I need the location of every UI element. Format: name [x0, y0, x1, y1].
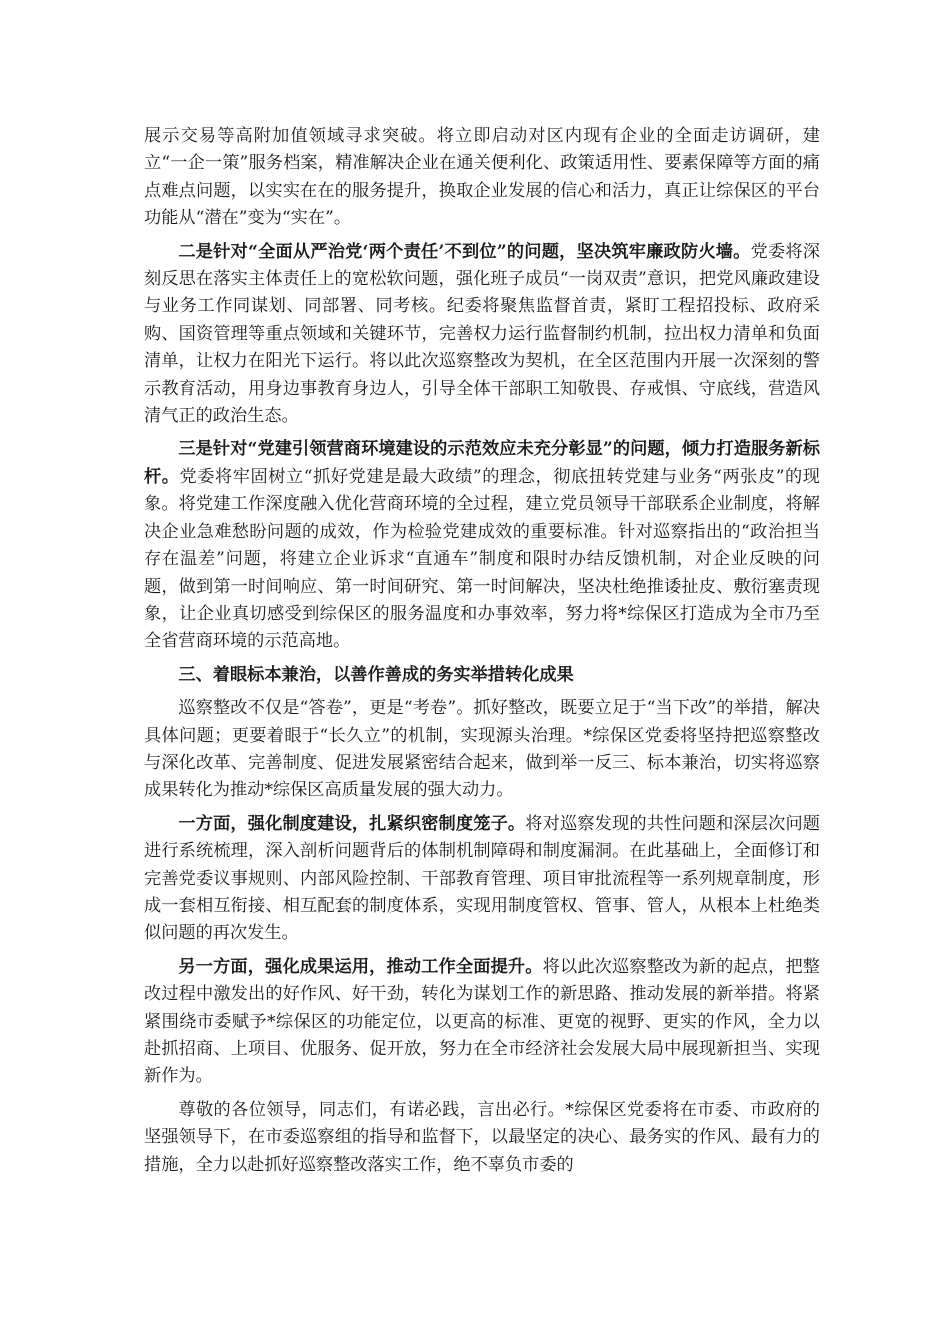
- paragraph-text: 巡察整改不仅是“答卷”，更是“考卷”。抓好整改，既要立足于“当下改”的举措，解决具体问题；更要着眼于“长久立”的机制，实现源头治理。*综保区党委将坚持把巡察整改与深化改革、完善制度、促进发展紧密结合起来，做到举一反三、标本兼治，切实将巡察成果转化为推动*综保区高质量发展的强大动力。: [144, 698, 820, 801]
- paragraph-lead: 另一方面，强化成果运用，推动工作全面提升。: [178, 956, 543, 977]
- paragraph-text: 党委将深刻反思在落实主体责任上的宽松软问题，强化班子成员“一岗双责”意识，把党风廉政建设与业务工作同谋划、同部署、同考核。纪委将聚焦监督首责，紧盯工程招投标、政府采购、国资管理等重点领域和关键环节，完善权力运行监督制约机制，拉出权力清单和负面清单，让权力在阳光下运行。将以此次巡察整改为契机，在全区范围内开展一次深刻的警示教育活动，用身边事教育身边人，引导全体干部职工知敬畏、存戒惧、守底线，营造风清气正的政治生态。: [144, 241, 820, 427]
- paragraph-point-two: [144, 239, 820, 431]
- paragraph-continuation: [144, 123, 820, 233]
- paragraph-one-aspect: [144, 811, 820, 948]
- paragraph-text: 将以此次巡察整改为新的起点，把整改过程中激发出的好作风、好干劲，转化为谋划工作的新思路、推动发展的新举措。将紧紧围绕市委赋予*综保区的功能定位，以更高的标准、更宽的视野、更实的作风，全力以赴抓招商、上项目、优服务、促开放，努力在全市经济社会发展大局中展现新担当、实现新作为。: [144, 956, 820, 1087]
- paragraph-text: 展示交易等高附加值领域寻求突破。将立即启动对区内现有企业的全面走访调研，建立“一企一策”服务档案，精准解决企业在通关便利化、政策适用性、要素保障等方面的痛点难点问题，以实实在在的服务提升，换取企业发展的信心和活力，真正让综保区的平台功能从“潜在”变为“实在”。: [144, 126, 820, 229]
- paragraph-other-aspect: [144, 954, 820, 1091]
- paragraph-lead: 一方面，强化制度建设，扎紧织密制度笼子。: [178, 813, 526, 834]
- paragraph-lead: 三是针对“党建引领营商环境建设的示范效应未充分彰显”的问题，倾力打造服务新标杆。: [144, 439, 820, 487]
- paragraph-text: 党委将牢固树立“抓好党建是最大政绩”的理念，彻底扭转党建与业务“两张皮”的现象。将党建工作深度融入优化营商环境的全过程，建立党员领导干部联系企业制度，将解决企业急难愁盼问题的成效，作为检验党建成效的重要标准。针对巡察指出的“政治担当存在温差”问题，将建立企业诉求“直通车”制度和限时办结反馈机制，对企业反映的问题，做到第一时间响应、第一时间研究、第一时间解决，坚决杜绝推诿扯皮、敷衍塞责现象，让企业真切感受到综保区的服务温度和办事效率，努力将*综保区打造成为全市乃至全省营商环境的示范高地。: [144, 466, 820, 652]
- paragraph-text: 将对巡察发现的共性问题和深层次问题进行系统梳理，深入剖析问题背后的体制机制障碍和制度漏洞。在此基础上，全面修订和完善党委议事规则、内部风险控制、干部教育管理、项目审批流程等一系列规章制度，形成一套相互衔接、相互配套的制度体系，实现用制度管权、管事、管人，从根本上杜绝类似问题的再次发生。: [144, 813, 820, 944]
- document-body: [144, 123, 820, 1179]
- paragraph-closing: [144, 1097, 820, 1179]
- paragraph-section-intro: [144, 695, 820, 805]
- paragraph-lead: 二是针对“全面从严治党‘两个责任’不到位”的问题，坚决筑牢廉政防火墙。: [178, 241, 751, 262]
- paragraph-text: 尊敬的各位领导，同志们，有诺必践，言出必行。*综保区党委将在市委、市政府的坚强领导下，在市委巡察组的指导和监督下，以最坚定的决心、最务实的作风、最有力的措施，全力以赴抓好巡察整改落实工作，绝不辜负市委的: [144, 1099, 820, 1175]
- paragraph-point-three: [144, 436, 820, 655]
- section-heading: 三、着眼标本兼治，以善作善成的务实举措转化成果: [178, 664, 574, 685]
